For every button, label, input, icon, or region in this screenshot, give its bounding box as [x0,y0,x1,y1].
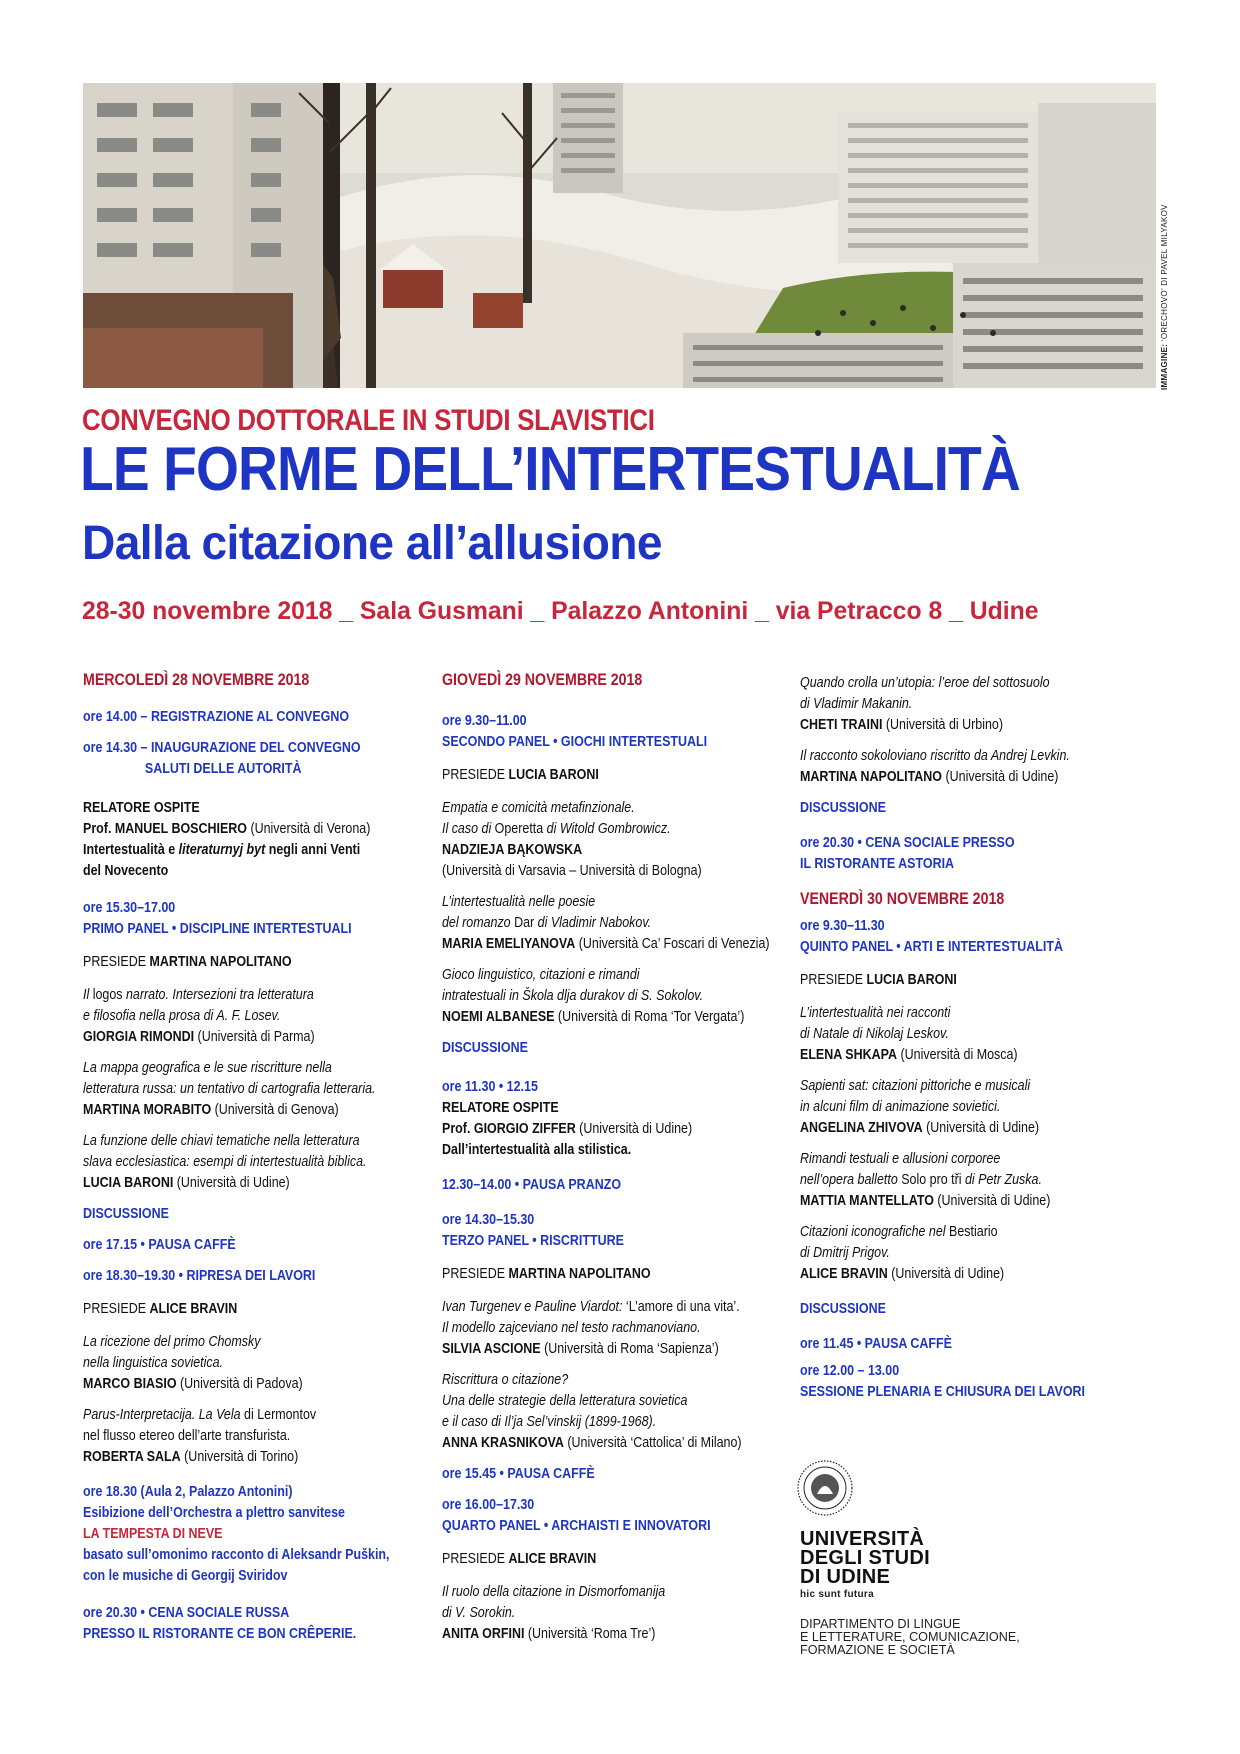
chair: PRESIEDE LUCIA BARONI [800,972,957,988]
chair: PRESIEDE LUCIA BARONI [442,767,599,783]
chair: PRESIEDE MARTINA NAPOLITANO [442,1266,651,1282]
talk-item: L’intertestualità nei racconti di Natale di Nikolaj Leskov. ELENA SHKAPA (Università di Mosca) [800,1005,1018,1063]
talk-item: La mappa geografica e le sue riscritture nella letteratura russa: un tentativo di cartografia letteraria. MARTINA MORABITO (Università di Genova) [83,1060,376,1118]
panel-heading: ore 15.30–17.00 PRIMO PANEL • DISCIPLINE INTERTESTUALI [83,900,352,937]
talk-item: Riscrittura o citazione? Una delle strategie della letteratura sovietica e il caso di Il’ja Sel’vinskij (1899-1968). ANNA KRASNIKOVA (Università ‘Cattolica’ di Milano) [442,1372,742,1451]
chair: PRESIEDE ALICE BRAVIN [83,1301,238,1317]
programme-day-2 [442,670,792,1655]
talk-item: Empatia e comicità metafinzionale. Il caso di Operetta di Witold Gombrowicz. NADZIEJA BĄKOWSKA (Università di Varsavia – Università di Bologna) [442,800,702,879]
discussion: DISCUSSIONE [442,1040,528,1056]
day-heading: VENERDÌ 30 NOVEMBRE 2018 [800,890,1005,908]
programme-day-3 [800,673,1160,1413]
panel-heading: ore 9.30–11.30 QUINTO PANEL • ARTI E INTERTESTUALITÀ [800,918,1064,955]
social-dinner: ore 20.30 • CENA SOCIALE PRESSO IL RISTORANTE ASTORIA [800,835,1015,872]
social-dinner: ore 20.30 • CENA SOCIALE RUSSA PRESSO IL RISTORANTE CE BON CRÊPERIE. [83,1605,357,1642]
talk-item: Sapienti sat: citazioni pittoriche e musicali in alcuni film di animazione sovietici. ANGELINA ZHIVOVA (Università di Udine) [800,1078,1040,1136]
lunch-break: 12.30–14.00 • PAUSA PRANZO [442,1177,622,1193]
day-heading: MERCOLEDÌ 28 NOVEMBRE 2018 [83,671,310,689]
panel-heading: ore 16.00–17.30 QUARTO PANEL • ARCHAISTI E INNOVATORI [442,1497,711,1534]
university-name: UNIVERSITÀ DEGLI STUDI DI UDINE [800,1528,930,1588]
chair: PRESIEDE ALICE BRAVIN [442,1551,597,1567]
panel-heading: ore 9.30–11.00 SECONDO PANEL • GIOCHI INTERTESTUALI [442,713,708,750]
talk-item: L’intertestualità nelle poesie del romanzo Dar di Vladimir Nabokov. MARIA EMELIYANOVA (Università Ca’ Foscari di Venezia) [442,894,770,952]
discussion: DISCUSSIONE [800,800,886,816]
talk-item: Citazioni iconografiche nel Bestiario di Dmitrij Prigov. ALICE BRAVIN (Università di Udine) [800,1224,1005,1282]
talk-item: Il racconto sokoloviano riscritto da Andrej Levkin. MARTINA NAPOLITANO (Università di Udine) [800,748,1070,785]
page-subtitle: Dalla citazione all’allusione [82,517,662,570]
image-credit: IMMAGINE: ‘ORECHOVO’ DI PAVEL MILYAKOV [1160,204,1169,390]
talk-item: Ivan Turgenev e Pauline Viardot: ‘L’amore di una vita’. Il modello zajceviano nel testo rachmanoviano. SILVIA ASCIONE (Università di Roma ‘Sapienza’) [442,1299,740,1357]
header-illustration [83,83,1156,388]
concert-event: ore 18.30 (Aula 2, Palazzo Antonini) Esibizione dell’Orchestra a plettro sanvitese LA TEMPESTA DI NEVE basato sull’omonimo racconto di Aleksandr Puškin, con le musiche di Georgij Sviridov [83,1484,390,1584]
event-kicker: CONVEGNO DOTTORALE IN STUDI SLAVISTICI [82,404,655,437]
resume-slot: ore 18.30–19.30 • RIPRESA DEI LAVORI [83,1268,316,1284]
registration-slot: ore 14.00 – REGISTRAZIONE AL CONVEGNO [83,709,350,725]
date-venue: 28-30 novembre 2018 _ Sala Gusmani _ Palazzo Antonini _ via Petracco 8 _ Udine [82,597,1039,625]
guest-speaker: RELATORE OSPITE Prof. MANUEL BOSCHIERO (Università di Verona) Intertestualità e literaturnyj byt negli anni Venti del Novecento [83,800,371,879]
panel-heading: ore 14.30–15.30 TERZO PANEL • RISCRITTURE [442,1212,624,1249]
coffee-break: ore 17.15 • PAUSA CAFFÈ [83,1237,236,1253]
coffee-break: ore 15.45 • PAUSA CAFFÈ [442,1466,595,1482]
winter-city-painting [83,83,1156,388]
inauguration-slot: ore 14.30 – INAUGURAZIONE DEL CONVEGNO SALUTI DELLE AUTORITÀ [83,740,361,777]
talk-item: La ricezione del primo Chomsky nella linguistica sovietica. MARCO BIASIO (Università di Padova) [83,1334,303,1392]
guest-speaker: ore 11.30 • 12.15 RELATORE OSPITE Prof. GIORGIO ZIFFER (Università di Udine) Dall’intertestualità alla stilistica. [442,1079,693,1158]
talk-item: Parus-Interpretacija. La Vela di Lermontov nel flusso etereo dell’arte transfurista. ROBERTA SALA (Università di Torino) [83,1407,317,1465]
talk-item: Quando crolla un’utopia: l’eroe del sottosuolo di Vladimir Makanin. CHETI TRAINI (Università di Urbino) [800,675,1050,733]
university-seal-icon [795,1458,855,1518]
talk-item: Gioco linguistico, citazioni e rimandi intratestuali in Škola dlja durakov di S. Sokolov. NOEMI ALBANESE (Università di Roma ‘Tor Vergata’) [442,967,745,1025]
coffee-break: ore 11.45 • PAUSA CAFFÈ [800,1336,952,1352]
discussion: DISCUSSIONE [83,1206,169,1222]
programme-day-1 [83,670,428,1655]
talk-item: Rimandi testuali e allusioni corporee nell’opera balletto Solo pro tři di Petr Zuska. MATTIA MANTELLATO (Università di Udine) [800,1151,1051,1209]
chair: PRESIEDE MARTINA NAPOLITANO [83,954,292,970]
talk-item: Il logos narrato. Intersezioni tra letteratura e filosofia nella prosa di A. F. Losev. GIORGIA RIMONDI (Università di Parma) [83,987,315,1045]
closing-session: ore 12.00 – 13.00 SESSIONE PLENARIA E CHIUSURA DEI LAVORI [800,1363,1085,1400]
day-heading: GIOVEDÌ 29 NOVEMBRE 2018 [442,671,643,689]
talk-item: Il ruolo della citazione in Dismorfomanija di V. Sorokin. ANITA ORFINI (Università ‘Roma Tre’) [442,1584,666,1642]
university-motto: hic sunt futura [800,1589,874,1600]
page-title: LE FORME DELL’INTERTESTUALITÀ [80,435,1020,504]
talk-item: La funzione delle chiavi tematiche nella letteratura slava ecclesiastica: esempi di intertestualità biblica. LUCIA BARONI (Università di Udine) [83,1133,367,1191]
department-name: DIPARTIMENTO DI LINGUE E LETTERATURE, COMUNICAZIONE, FORMAZIONE E SOCIETÀ [800,1616,1020,1657]
discussion: DISCUSSIONE [800,1301,886,1317]
